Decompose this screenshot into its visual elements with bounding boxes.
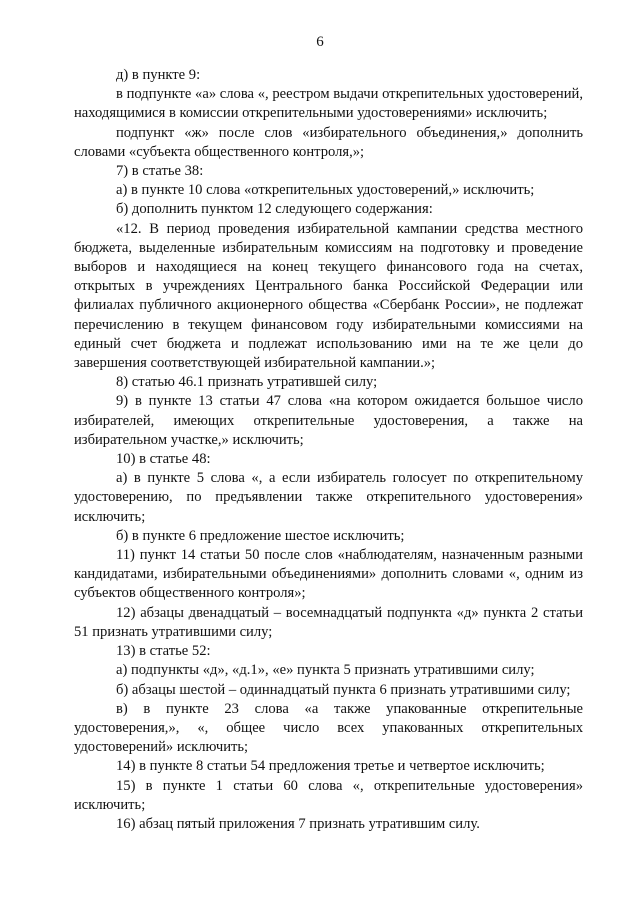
paragraph-item-14: 14) в пункте 8 статьи 54 предложения третье и четвертое исключить; (116, 758, 545, 775)
paragraph-item-12: 12) абзацы двенадцатый – восемнадцатый подпункта «д» пункта 2 статьи 51 признать утратившими силу; (74, 604, 583, 640)
paragraph-item-13: 13) в статье 52: (116, 643, 211, 660)
paragraph-item-11: 11) пункт 14 статьи 50 после слов «наблюдателям, назначенным разными кандидатами, избирательными объединениями» дополнить словами «, одним из субъектов общественного контроля»; (74, 547, 583, 602)
paragraph-item-10a: а) в пункте 5 слова «, а если избиратель голосует по открепительному удостоверению, по предъявлении также открепительного удостоверения» исключить; (74, 470, 583, 525)
paragraph-item-9: 9) в пункте 13 статьи 47 слова «на котором ожидается большое число избирателей, имеющих открепительные удостоверения, а также на избирательном участке,» исключить; (74, 393, 583, 448)
paragraph-item-10b: б) в пункте 6 предложение шестое исключить; (116, 527, 405, 544)
paragraph-punkt-12-text: «12. В период проведения избирательной кампании средства местного бюджета, выделенные избирательным комиссиям на подготовку и проведение выборов и находящиеся на конец текущего финансового года на счетах, открытых в учреждениях Центрального банка Российской Федерации или филиалах публичного акционерного общества «Сбербанк России», не подлежат перечислению в текущем финансовом году избирательными комиссиями на единый счет бюджета и подлежат использованию ими на те же цели до завершения соответствующей избирательной кампании.»; (74, 220, 583, 372)
paragraph-item-10: 10) в статье 48: (116, 451, 211, 468)
paragraph-item-13a: а) подпункты «д», «д.1», «е» пункта 5 признать утратившими силу; (116, 662, 535, 679)
paragraph-item-8: 8) статью 46.1 признать утратившей силу; (116, 374, 378, 391)
paragraph-podpunkt-zh: подпункт «ж» после слов «избирательного объединения,» дополнить словами «субъекта общественного контроля,»; (74, 124, 583, 160)
paragraph-item-7b: б) дополнить пунктом 12 следующего содержания: (116, 201, 433, 218)
paragraph-item-13v: в) в пункте 23 слова «а также упакованные открепительные удостоверения,», «, общее число всех упакованных открепительных удостоверений» исключить; (74, 700, 583, 756)
page-number: 6 (316, 34, 324, 50)
paragraph-item-16: 16) абзац пятый приложения 7 признать утратившим силу. (116, 815, 480, 832)
paragraph-item-13b: б) абзацы шестой – одиннадцатый пункта 6 признать утратившими силу; (116, 681, 571, 698)
paragraph-podpunkt-a: в подпункте «а» слова «, реестром выдачи открепительных удостоверений, находящимися в комиссии открепительными удостоверениями» исключить; (74, 86, 583, 122)
paragraph-item-15: 15) в пункте 1 статьи 60 слова «, открепительные удостоверения» исключить; (74, 777, 583, 813)
paragraph-item-7: 7) в статье 38: (116, 163, 204, 180)
document-body (74, 66, 583, 834)
paragraph-d-punkt-9: д) в пункте 9: (116, 67, 201, 83)
paragraph-item-7a: а) в пункте 10 слова «открепительных удостоверений,» исключить; (116, 182, 535, 199)
